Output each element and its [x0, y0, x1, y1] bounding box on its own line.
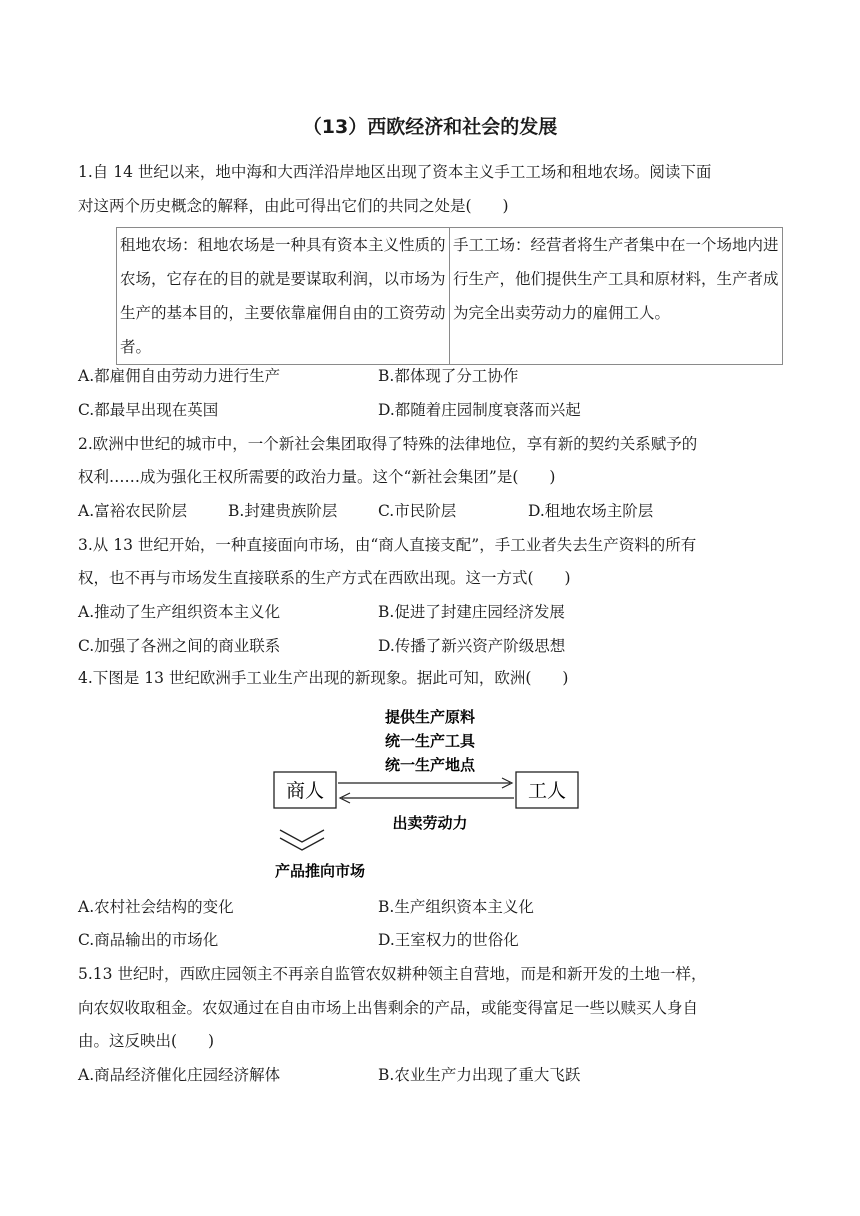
table-cell-rental-farm: 租地农场：租地农场是一种具有资本主义性质的农场，它存在的目的就是要谋取利润，以市场为生产的基本目的，主要依靠雇佣自由的工资劳动者。	[117, 228, 450, 365]
q3-stem-line1: 3.从 13 世纪开始，一种直接面向市场，由“商人直接支配”，手工业者失去生产资料的所有	[78, 536, 697, 554]
q4-option-c[interactable]: C.商品输出的市场化	[78, 931, 219, 949]
q5-stem-line3: 由。这反映出( )	[78, 1032, 215, 1050]
q1-option-d[interactable]: D.都随着庄园制度衰落而兴起	[378, 401, 581, 419]
diagram-label-raw-materials: 提供生产原料	[384, 708, 476, 726]
q3-option-b[interactable]: B.促进了封建庄园经济发展	[378, 603, 565, 621]
q1-stem-line2: 对这两个历史概念的解释，由此可得出它们的共同之处是( )	[78, 197, 509, 215]
q5-stem-line1: 5.13 世纪时，西欧庄园领主不再亲自监管农奴耕种领主自营地，而是和新开发的土地一样，	[78, 965, 707, 983]
q3-option-d[interactable]: D.传播了新兴资产阶级思想	[378, 637, 566, 655]
q4-stem-line1: 4.下图是 13 世纪欧洲手工业生产出现的新现象。据此可知，欧洲( )	[78, 669, 569, 687]
q5-stem-line2: 向农奴收取租金。农奴通过在自由市场上出售剩余的产品，或能变得富足一些以赎买人身自	[78, 999, 699, 1017]
q5-option-b[interactable]: B.农业生产力出现了重大飞跃	[378, 1066, 581, 1084]
q4-option-d[interactable]: D.王室权力的世俗化	[378, 931, 519, 949]
q1-option-a[interactable]: A.都雇佣自由劳动力进行生产	[78, 367, 281, 385]
chevron-down-icon-inner	[280, 838, 324, 850]
diagram-label-market: 产品推向市场	[274, 862, 366, 880]
q3-stem-line2: 权，也不再与市场发生直接联系的生产方式在西欧出现。这一方式( )	[78, 569, 571, 587]
page-title: （13）西欧经济和社会的发展	[302, 116, 558, 138]
q1-stem-line1: 1.自 14 世纪以来，地中海和大西洋沿岸地区出现了资本主义手工工场和租地农场。阅读下面	[78, 163, 712, 181]
q3-option-c[interactable]: C.加强了各洲之间的商业联系	[78, 637, 281, 655]
q1-option-b[interactable]: B.都体现了分工协作	[378, 367, 519, 385]
table-cell-handicraft-workshop: 手工工场：经营者将生产者集中在一个场地内进行生产，他们提供生产工具和原材料，生产者成为完全出卖劳动力的雇佣工人。	[450, 228, 783, 365]
q4-option-a[interactable]: A.农村社会结构的变化	[78, 898, 234, 916]
diagram-label-location: 统一生产地点	[384, 756, 476, 774]
q1-option-c[interactable]: C.都最早出现在英国	[78, 401, 219, 419]
chevron-down-icon	[280, 830, 324, 842]
q4-option-b[interactable]: B.生产组织资本主义化	[378, 898, 534, 916]
q2-stem-line2: 权利……成为强化王权所需要的政治力量。这个“新社会集团”是( )	[78, 468, 556, 486]
diagram-label-sell-labor: 出卖劳动力	[392, 814, 468, 832]
diagram-label-tools: 统一生产工具	[384, 732, 476, 750]
q1-definition-table	[116, 227, 783, 365]
merchant-label: 商人	[285, 780, 325, 802]
worker-label: 工人	[527, 780, 567, 802]
q2-option-b[interactable]: B.封建贵族阶层	[228, 502, 338, 520]
q3-option-a[interactable]: A.推动了生产组织资本主义化	[78, 603, 281, 621]
q4-diagram	[270, 700, 590, 890]
q2-option-c[interactable]: C.市民阶层	[378, 502, 457, 520]
q2-option-d[interactable]: D.租地农场主阶层	[528, 502, 654, 520]
q2-stem-line1: 2.欧洲中世纪的城市中，一个新社会集团取得了特殊的法律地位，享有新的契约关系赋予的	[78, 435, 698, 453]
q5-option-a[interactable]: A.商品经济催化庄园经济解体	[78, 1066, 281, 1084]
q2-option-a[interactable]: A.富裕农民阶层	[78, 502, 188, 520]
